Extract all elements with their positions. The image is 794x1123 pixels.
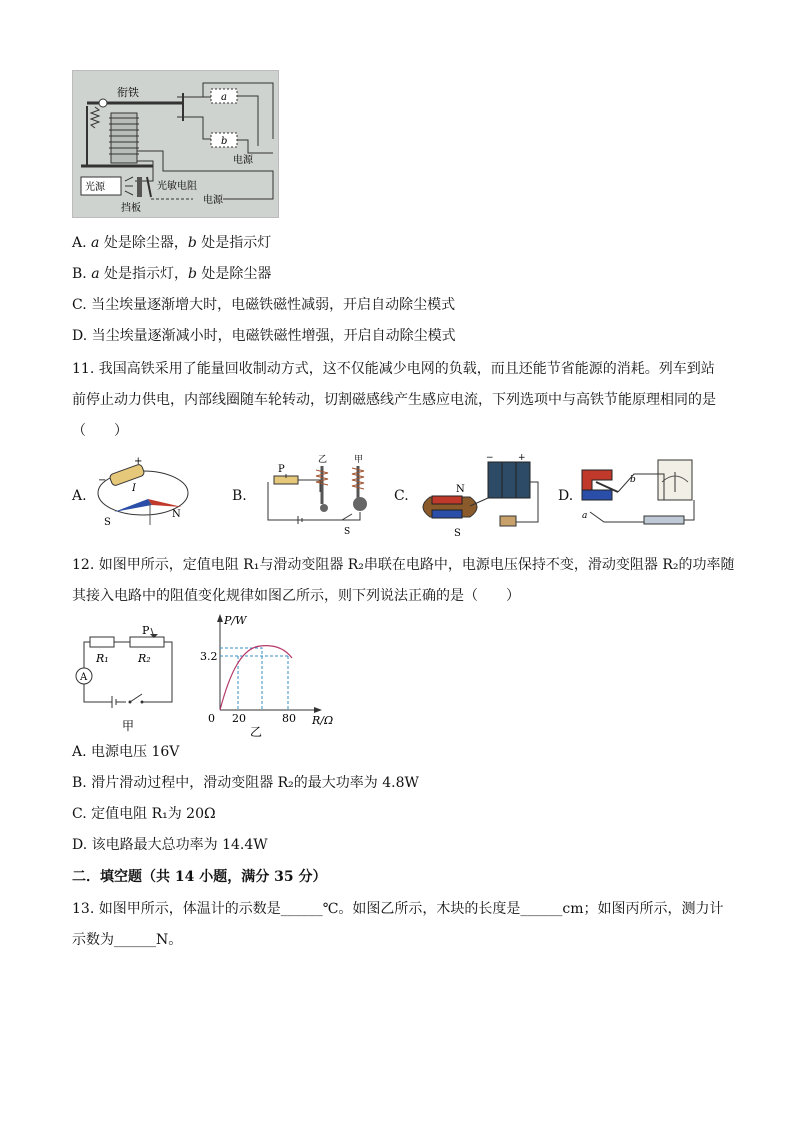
r2-rheostat [130,637,164,647]
y-axis-label: P/W [224,614,247,627]
option-text: 当尘埃量逐渐增大时，电磁铁磁性减弱，开启自动除尘模式 [91,297,456,313]
s-label: S [104,517,111,528]
r2-label: R₂ [138,652,151,665]
q10-option-d [72,327,456,345]
option-var: a [91,235,100,251]
switch [644,516,684,524]
compass-needle-n [114,499,152,512]
origin-label: 0 [208,712,215,725]
slider-label: P [142,624,150,637]
y-tick-label: 3.2 [200,650,218,663]
graph-caption: 乙 [250,725,263,737]
q11-option-b-label: B. [232,488,247,504]
compass-needle-s [148,499,182,507]
option-text: 处是指示灯， [99,266,189,282]
q10-option-a [72,234,271,252]
plus-label: + [134,456,143,467]
relay-diagram [73,71,278,217]
battery-3 [516,462,530,498]
q10-option-c [72,296,455,314]
magnet-n [432,496,462,504]
box-b-label: b [221,136,228,147]
n-label: N [456,484,465,495]
minus-label: − [486,453,494,463]
q12-option-a: A. 电源电压 16V [72,744,180,760]
q11-stem-line2: 前停止动力供电，内部线圈随车轮转动，切割磁感线产生感应电流，下列选项中与高铁节能原理相同的是 [72,392,716,408]
baffle [137,177,142,197]
r1-label: R₁ [96,652,109,665]
option-var: b [187,235,197,251]
q11-option-a-label: A. [72,488,87,504]
q11-figure-c [410,452,545,542]
option-text: 处是除尘器 [196,266,272,282]
electromagnet-coil [111,113,137,163]
option-prefix: C. [72,297,92,313]
x-tick-label-2: 80 [282,712,296,725]
option-prefix: B. [72,266,92,282]
photoresistor-label: 光敏电阻 [157,181,197,192]
a-label: a [582,511,588,521]
p-label: P [278,464,285,475]
light-source-label: 光源 [85,182,105,193]
jia-label: 甲 [354,455,364,465]
q11-figure-b [250,452,380,537]
q11-figure-d [574,452,714,532]
q10-relay-figure [72,70,279,218]
b-label: b [630,475,636,485]
option-text: 当尘埃量逐渐减小时，电磁铁磁性增强，开启自动除尘模式 [91,328,456,344]
x-tick-label-1: 20 [232,712,246,725]
q11-option-c-label: C. [394,488,409,504]
q11-stem-line3: （ ） [72,423,128,439]
box-a-label: a [221,92,227,103]
option-var: b [188,266,197,282]
q13-stem-line2: 示数为______N。 [72,932,183,948]
q12-circuit-figure [72,622,192,732]
switch-label: S [344,527,351,537]
q13-stem-line1: 13. 如图甲所示，体温计的示数是______℃。如图乙所示，木块的长度是______cm；如图丙所示，测力计 [72,901,724,917]
battery-1 [488,462,502,498]
minus-label: − [98,475,107,486]
q11-option-d-label: D. [558,488,574,504]
q12-power-graph [198,612,348,737]
q12-option-b: B. 滑片滑动过程中，滑动变阻器 R₂的最大功率为 4.8W [72,775,419,791]
option-prefix: D. [72,328,92,344]
q12-option-d: D. 该电路最大总功率为 14.4W [72,837,268,853]
power-curve [220,646,292,710]
s-label: S [454,528,461,539]
power-label-2: 电源 [203,195,223,206]
q12-stem-line2: 其接入电路中的阻值变化规律如图乙所示，则下列说法正确的是（ ） [72,588,520,604]
yi-label: 乙 [318,455,328,465]
option-prefix: A. [72,235,92,251]
q12-stem-line1: 12. 如图甲所示，定值电阻 R₁与滑动变阻器 R₂串联在电路中，电源电压保持不变，滑动变阻器 R₂的功率随 [72,557,735,573]
baffle-label: 挡板 [121,203,141,214]
q10-option-b [72,265,271,283]
q11-stem-line1: 11. 我国高铁采用了能量回收制动方式，这不仅能减少电网的负载，而且还能节省能源的消耗。列车到站 [72,361,715,377]
q12-option-c: C. 定值电阻 R₁为 20Ω [72,806,216,822]
q11-figure-a [88,455,198,530]
plus-label: + [518,453,526,463]
option-text: 处是指示灯 [196,235,272,251]
section-heading: 二．填空题（共 14 小题，满分 35 分） [72,869,327,885]
ammeter-label: A [80,672,88,683]
n-label: N [172,509,181,520]
current-label: I [132,483,136,494]
power-label-1: 电源 [233,155,253,166]
option-var: a [91,266,100,282]
switch [500,516,516,526]
armature-label: 衔铁 [117,86,139,99]
circuit-caption: 甲 [122,719,135,732]
option-text: 处是除尘器， [99,235,188,251]
magnet-s [432,510,462,518]
x-axis-label: R/Ω [312,714,334,727]
battery-2 [502,462,516,498]
r1-resistor [90,637,114,647]
